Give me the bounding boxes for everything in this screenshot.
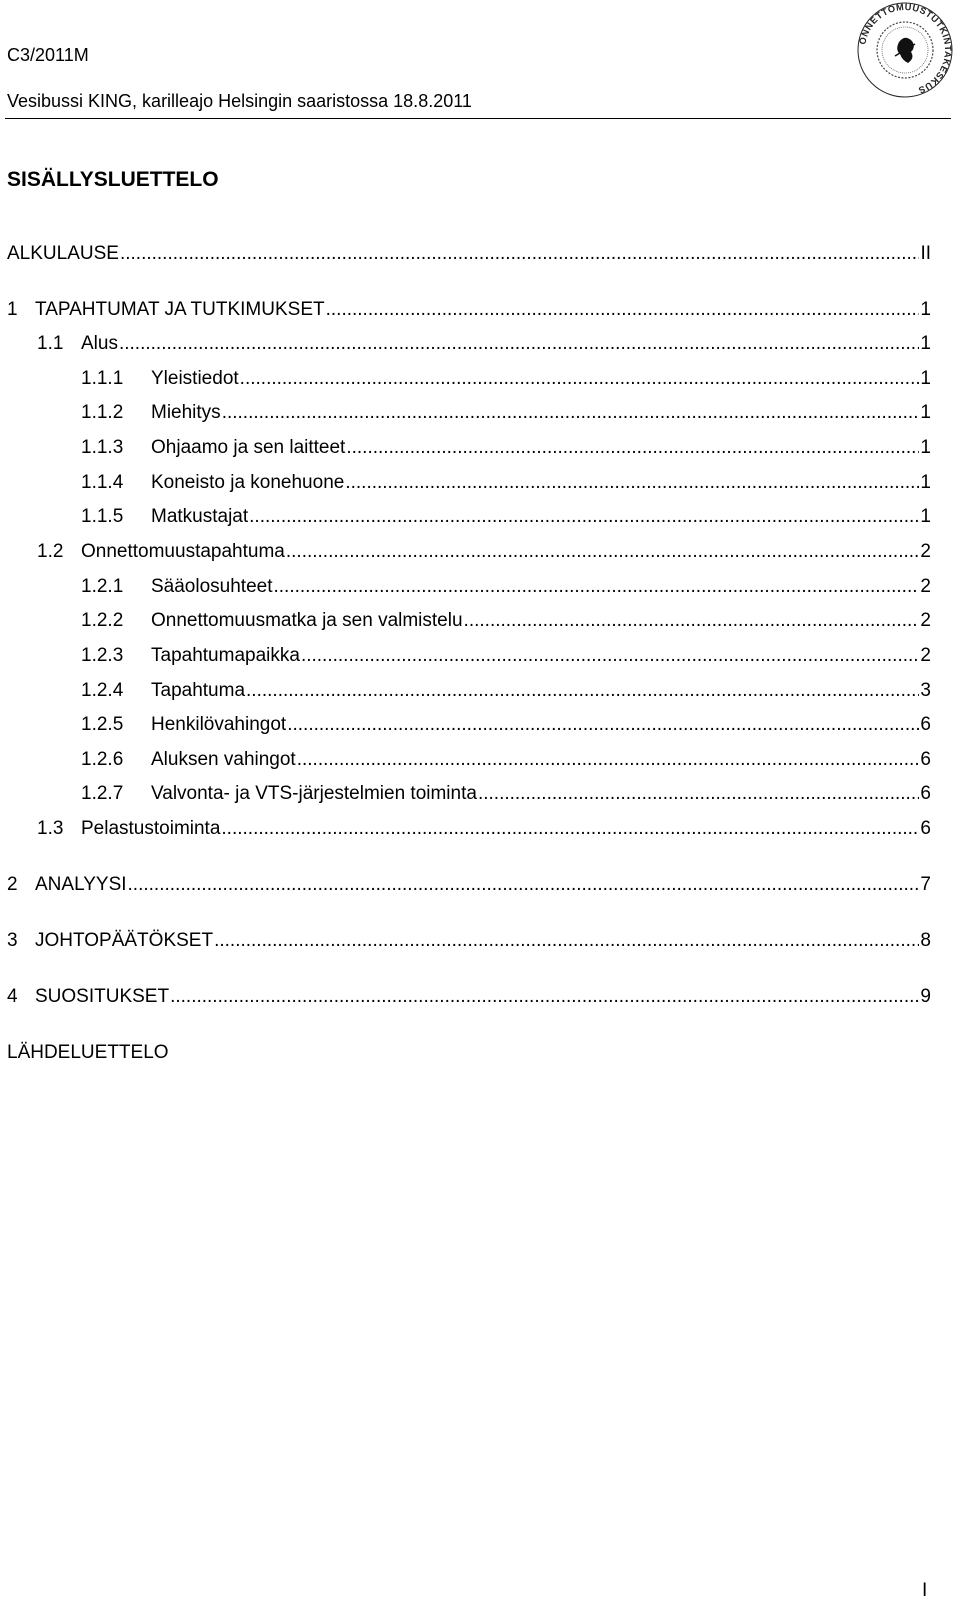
toc-dot-leader: [170, 984, 919, 1010]
toc-dot-leader: [346, 435, 919, 461]
toc-title: SISÄLLYSLUETTELO: [7, 168, 219, 191]
toc-page-number: II: [920, 243, 931, 264]
toc-entry-number: 3: [7, 930, 18, 951]
toc-entry-label: Ohjaamo ja sen laitteet: [151, 437, 346, 458]
toc-entry-preface[interactable]: [7, 241, 931, 267]
toc-entry-number: 1.2: [37, 541, 64, 562]
toc-entry-number: 1.2.5: [81, 714, 124, 735]
toc-entry-label: Onnettomuusmatka ja sen valmistelu: [151, 610, 463, 631]
toc-entry-number: 4: [7, 986, 18, 1007]
toc-page-number: 6: [920, 749, 931, 770]
toc-dot-leader: [326, 297, 920, 323]
toc-dot-leader: [240, 366, 920, 392]
toc-entry-label: SUOSITUKSET: [35, 986, 170, 1007]
toc-entry-label: Onnettomuustapahtuma: [81, 541, 285, 562]
toc-entry-label: Yleistiedot: [151, 368, 239, 389]
toc-dot-leader: [274, 574, 920, 600]
toc-page-number: 1: [920, 368, 931, 389]
document-subtitle: Vesibussi KING, karilleajo Helsingin saaristossa 18.8.2011: [7, 91, 472, 111]
toc-entry-section-1-2-7[interactable]: [81, 781, 931, 807]
toc-page-number: 8: [920, 930, 931, 951]
toc-entry-label: Sääolosuhteet: [151, 576, 273, 597]
toc-entry-section-1-2[interactable]: [37, 539, 931, 565]
toc-entry-label: Henkilövahingot: [151, 714, 287, 735]
toc-dot-leader: [287, 712, 919, 738]
toc-dot-leader: [214, 928, 919, 954]
toc-page-number: 9: [920, 986, 931, 1007]
toc-entry-label: TAPAHTUMAT JA TUTKIMUKSET: [35, 299, 325, 320]
toc-entry-section-1-1-4[interactable]: [81, 470, 931, 496]
toc-dot-leader: [464, 608, 920, 634]
toc-dot-leader: [478, 781, 919, 807]
toc-page-number: 2: [920, 610, 931, 631]
toc-entry-number: 1.2.4: [81, 680, 124, 701]
toc-entry-number: 1: [7, 299, 18, 320]
toc-page-number: 6: [920, 818, 931, 839]
toc-page-number: 3: [920, 680, 931, 701]
toc-entry-section-1-2-2[interactable]: [81, 608, 931, 634]
toc-entry-label: Pelastustoiminta: [81, 818, 221, 839]
toc-dot-leader: [119, 331, 919, 357]
toc-entry-label: Tapahtuma: [151, 680, 246, 701]
toc-entry-number: 2: [7, 874, 18, 895]
toc-entry-label: ANALYYSI: [35, 874, 127, 895]
toc-dot-leader: [221, 816, 919, 842]
toc-entry-section-1-1-5[interactable]: [81, 504, 931, 530]
toc-dot-leader: [246, 678, 919, 704]
page-number: I: [922, 1580, 928, 1601]
toc-entry-label: Koneisto ja konehuone: [151, 472, 345, 493]
toc-entry-number: 1.1.5: [81, 506, 124, 527]
toc-dot-leader: [128, 872, 920, 898]
toc-page-number: 6: [920, 783, 931, 804]
toc-entry-label: JOHTOPÄÄTÖKSET: [35, 930, 214, 951]
toc-page-number: 1: [920, 472, 931, 493]
toc-entry-section-1-2-3[interactable]: [81, 643, 931, 669]
toc-entry-label: Alus: [81, 333, 118, 354]
toc-page-number: 6: [920, 714, 931, 735]
toc-entry-number: 1.2.6: [81, 749, 124, 770]
toc-entry-number: 1.2.7: [81, 783, 124, 804]
toc-entry-label: Matkustajat: [151, 506, 249, 527]
toc-entry-number: 1.2.1: [81, 576, 124, 597]
toc-dot-leader: [249, 504, 919, 530]
toc-page-number: 1: [920, 437, 931, 458]
toc-entry-section-1-2-1[interactable]: [81, 574, 931, 600]
toc-dot-leader: [120, 241, 919, 267]
toc-page-number: 1: [920, 299, 931, 320]
toc-dot-leader: [286, 539, 920, 565]
toc-entry-number: 1.2.3: [81, 645, 124, 666]
seal-lettering: ONNETTOMUUSTUTKINTAKESKUS: [857, 1, 954, 96]
toc-page-number: 2: [920, 576, 931, 597]
toc-entry-section-1-1-3[interactable]: [81, 435, 931, 461]
document-code: C3/2011M: [7, 45, 89, 65]
toc-entry-number: 1.3: [37, 818, 64, 839]
toc-entry-references[interactable]: LÄHDELUETTELO: [7, 1042, 169, 1063]
toc-entry-label: Miehitys: [151, 402, 221, 423]
toc-entry-number: 1.1.2: [81, 402, 124, 423]
toc-entry-number: 1.1.1: [81, 368, 124, 389]
toc-entry-section-1-2-5[interactable]: [81, 712, 931, 738]
toc-entry-number: 1.2.2: [81, 610, 124, 631]
toc-page-number: 2: [920, 541, 931, 562]
toc-entry-label: Tapahtumapaikka: [151, 645, 300, 666]
toc-dot-leader: [297, 747, 920, 773]
toc-entry-label: Aluksen vahingot: [151, 749, 296, 770]
toc-entry-section-1-2-4[interactable]: [81, 678, 931, 704]
toc-entry-chapter-3[interactable]: [7, 928, 931, 954]
toc-dot-leader: [301, 643, 919, 669]
toc-entry-label: Valvonta- ja VTS-järjestelmien toiminta: [151, 783, 477, 804]
toc-entry-chapter-1[interactable]: [7, 297, 931, 323]
toc-entry-section-1-1-1[interactable]: [81, 366, 931, 392]
toc-page-number: 1: [920, 402, 931, 423]
toc-entry-number: 1.1.4: [81, 472, 124, 493]
toc-entry-section-1-2-6[interactable]: [81, 747, 931, 773]
toc-entry-label: ALKULAUSE: [7, 243, 119, 264]
toc-entry-section-1-3[interactable]: [37, 816, 931, 842]
toc-page-number: 7: [920, 874, 931, 895]
toc-entry-section-1-1[interactable]: [37, 331, 931, 357]
toc-entry-number: 1.1.3: [81, 437, 124, 458]
toc-entry-chapter-4[interactable]: [7, 984, 931, 1010]
toc-page-number: 1: [920, 506, 931, 527]
toc-dot-leader: [222, 400, 920, 426]
toc-entry-number: 1.1: [37, 333, 64, 354]
toc-page-number: 1: [920, 333, 931, 354]
toc-page-number: 2: [920, 645, 931, 666]
toc-dot-leader: [345, 470, 919, 496]
toc-entry-chapter-2[interactable]: [7, 872, 931, 898]
toc-entry-section-1-1-2[interactable]: [81, 400, 931, 426]
